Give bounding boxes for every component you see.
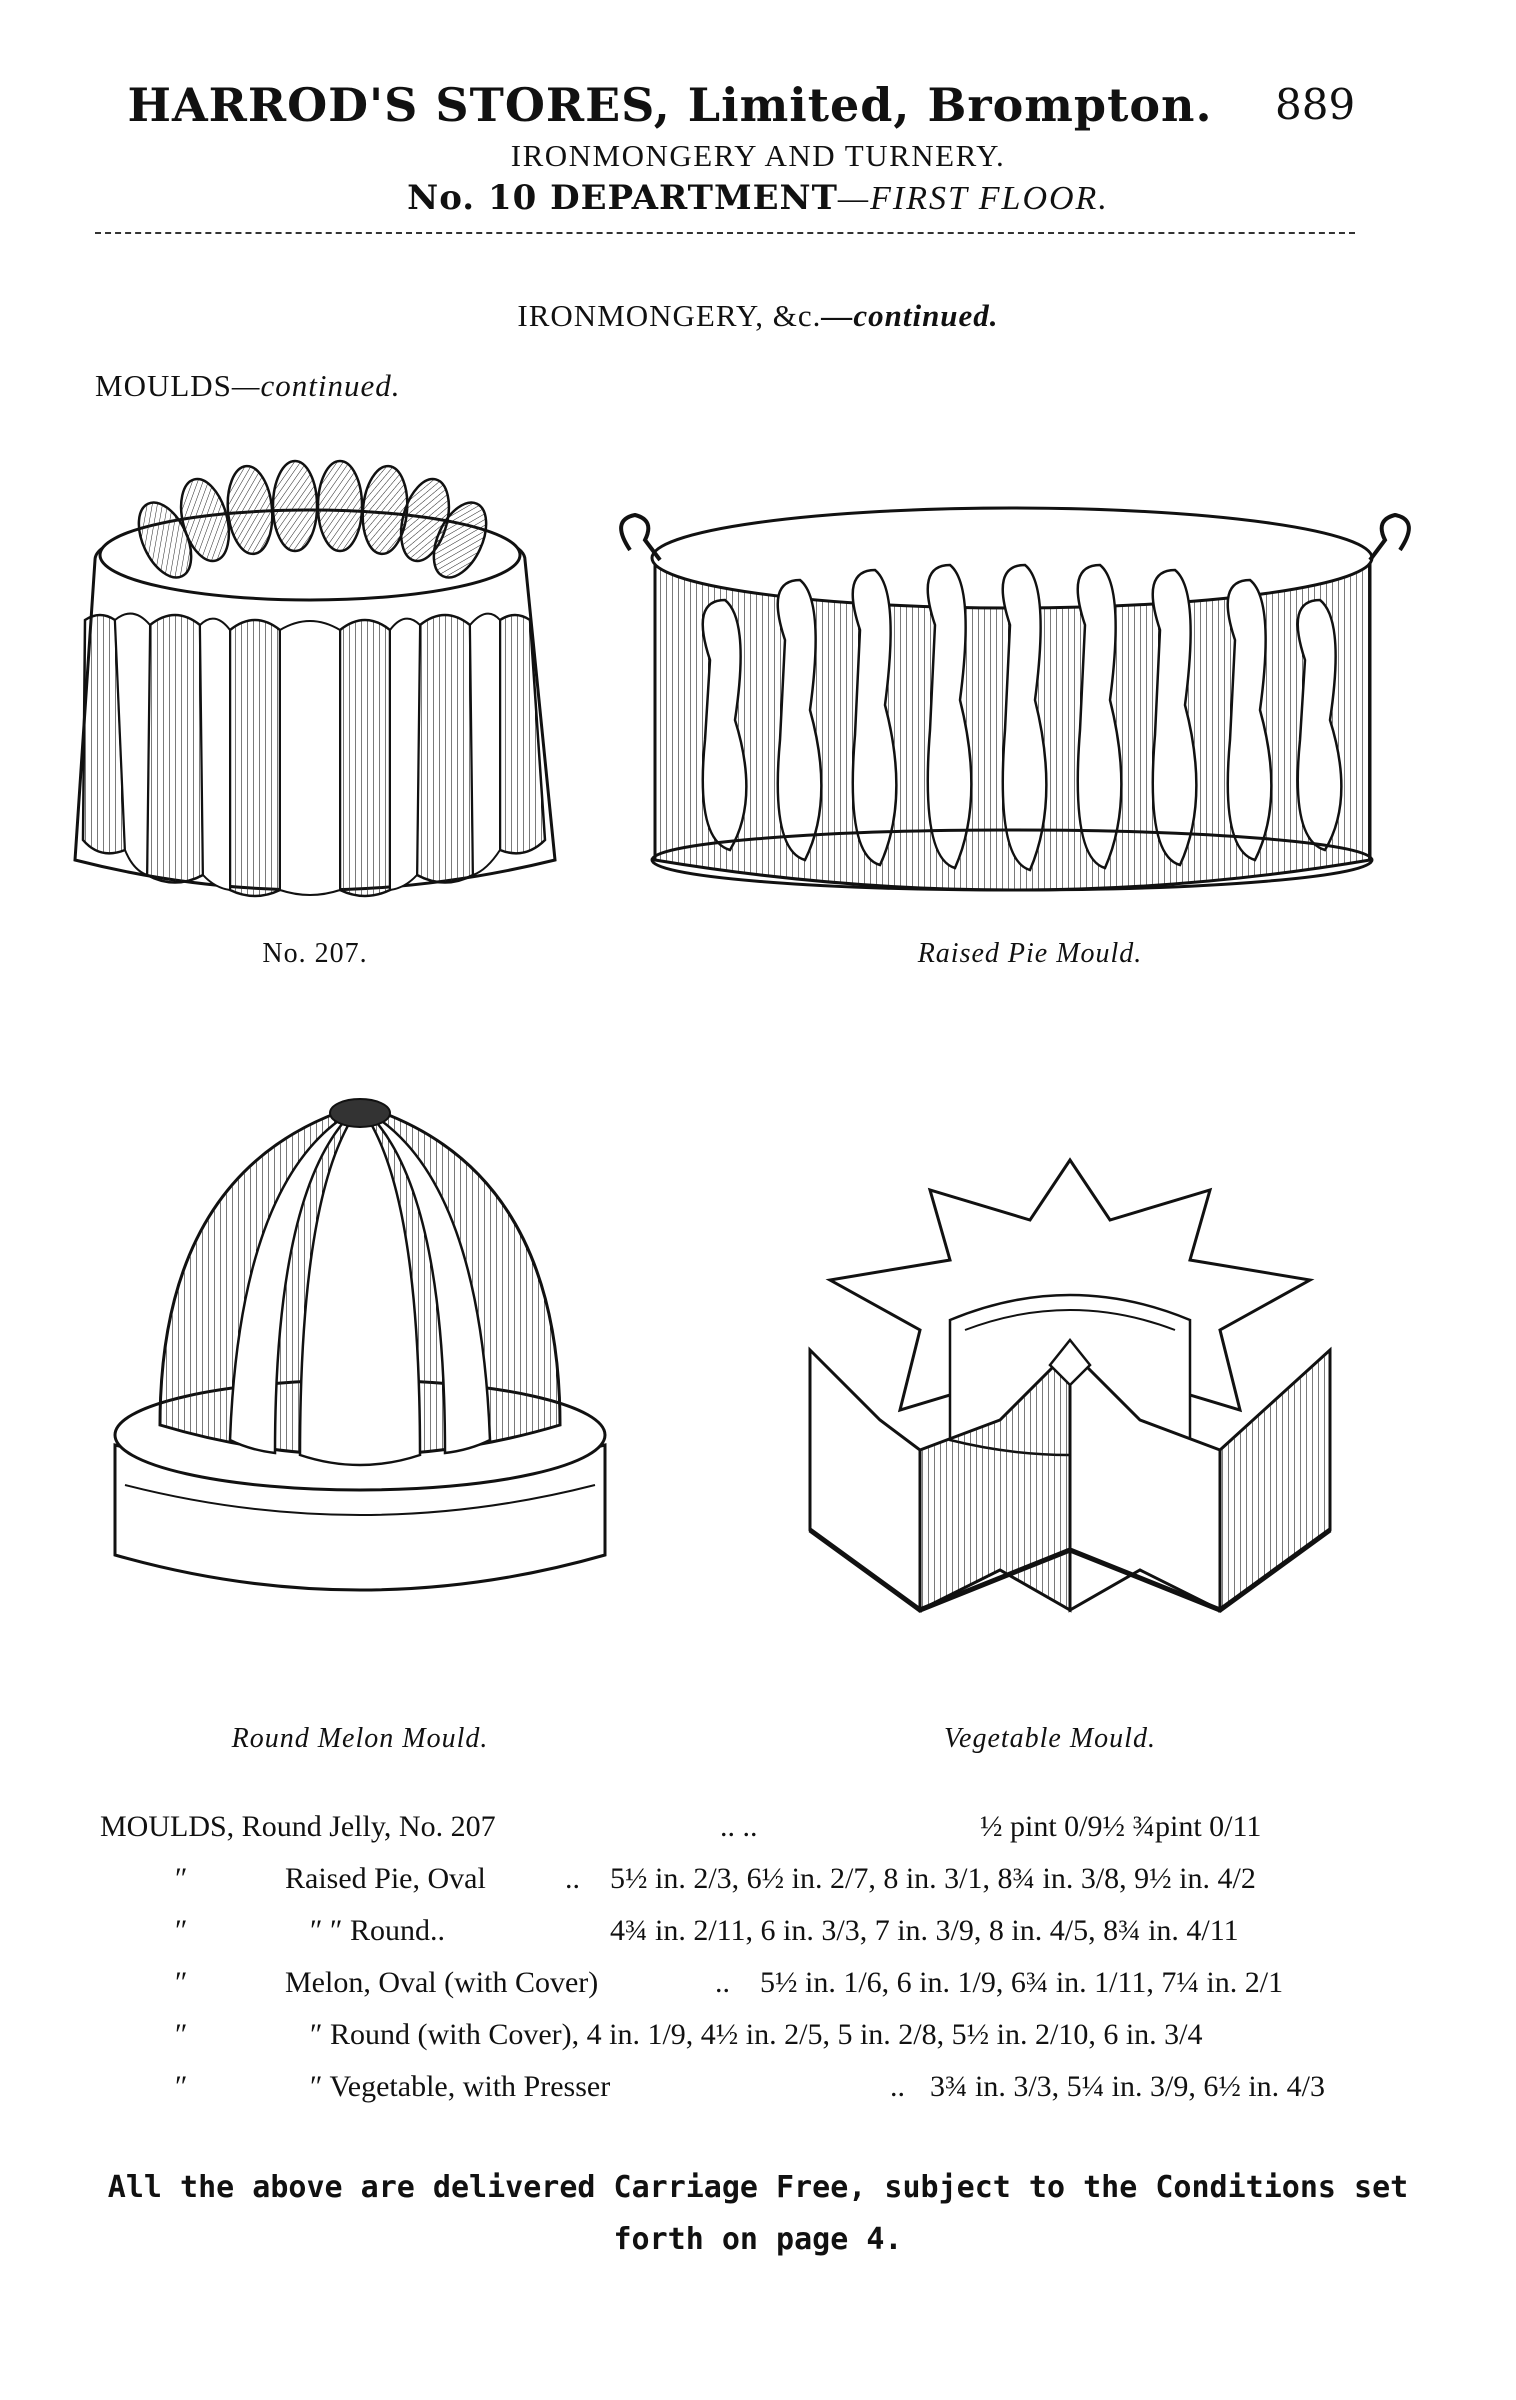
section-heading — [0, 298, 1516, 334]
vegetable-mould-illustration — [790, 1150, 1350, 1630]
price-row-leader: .. — [565, 1862, 580, 1895]
header-rule — [95, 232, 1355, 234]
round-melon-mould-illustration — [100, 1085, 620, 1615]
price-row-leader: .. .. — [720, 1810, 758, 1843]
caption-vegetable-mould: Vegetable Mould. — [944, 1723, 1156, 1754]
price-row-ditto: ″ — [175, 1862, 188, 1895]
department-floor: —FIRST FLOOR. — [837, 180, 1109, 217]
price-row-item: ″ Round (with Cover), 4 in. 1/9, 4½ in. 2/5, 5 in. 2/8, 5½ in. 2/10, 6 in. 3/4 — [310, 2018, 1203, 2051]
subsection-title: MOULDS — [95, 368, 232, 403]
price-row — [100, 1914, 1390, 1966]
section-title: IRONMONGERY, &c. — [517, 298, 822, 333]
price-row-item: ″ ″ Round.. — [310, 1914, 445, 1947]
price-row-leader: .. — [890, 2070, 905, 2103]
footer-line-2: forth on page 4. — [613, 2222, 903, 2257]
footer-note — [0, 2162, 1516, 2266]
price-row-prices: 5½ in. 2/3, 6½ in. 2/7, 8 in. 3/1, 8¾ in. 3/8, 9½ in. 4/2 — [610, 1862, 1256, 1895]
price-row-ditto: ″ — [175, 1914, 188, 1947]
price-row-ditto: ″ — [175, 2018, 188, 2051]
price-list — [100, 1810, 1390, 2122]
subsection-suffix: —continued. — [231, 368, 401, 403]
caption-no-207: No. 207. — [262, 938, 368, 969]
price-row-prices: 4¾ in. 2/11, 6 in. 3/3, 7 in. 3/9, 8 in. 4/5, 8¾ in. 4/11 — [610, 1914, 1239, 1947]
price-row-item: ″ Vegetable, with Presser — [310, 2070, 611, 2103]
jelly-mould-illustration — [55, 420, 575, 920]
department-line — [0, 178, 1516, 218]
price-row — [100, 2018, 1390, 2070]
price-row — [100, 1966, 1390, 2018]
department-subtitle: IRONMONGERY AND TURNERY. — [510, 138, 1006, 173]
price-row-ditto: ″ — [175, 1966, 188, 1999]
price-row — [100, 2070, 1390, 2122]
price-row-leader: .. — [715, 1966, 730, 1999]
price-row-prices: 5½ in. 1/6, 6 in. 1/9, 6¾ in. 1/11, 7¼ in. 2/1 — [760, 1966, 1284, 1999]
price-row — [100, 1862, 1390, 1914]
price-row-item: MOULDS, Round Jelly, No. 207 — [100, 1810, 496, 1843]
page-number: 889 — [1275, 80, 1356, 129]
price-row-ditto: ″ — [175, 2070, 188, 2103]
price-row-prices: ½ pint 0/9½ ¾pint 0/11 — [980, 1810, 1262, 1843]
caption-raised-pie-mould: Raised Pie Mould. — [917, 938, 1143, 969]
price-row-prices: 3¾ in. 3/3, 5¼ in. 3/9, 6½ in. 4/3 — [930, 2070, 1326, 2103]
store-title: HARROD'S STORES, Limited, Brompton. — [127, 78, 1213, 132]
subsection-heading — [95, 368, 400, 404]
section-suffix: —continued. — [821, 298, 999, 333]
price-row-item: Raised Pie, Oval — [285, 1862, 486, 1895]
caption-round-melon-mould: Round Melon Mould. — [231, 1723, 489, 1754]
raised-pie-mould-illustration — [600, 480, 1430, 910]
price-row — [100, 1810, 1390, 1862]
footer-line-1: All the above are delivered Carriage Free, subject to the Conditions set — [107, 2170, 1409, 2205]
department-number: No. 10 DEPARTMENT — [407, 178, 838, 218]
price-row-item: Melon, Oval (with Cover) — [285, 1966, 599, 1999]
